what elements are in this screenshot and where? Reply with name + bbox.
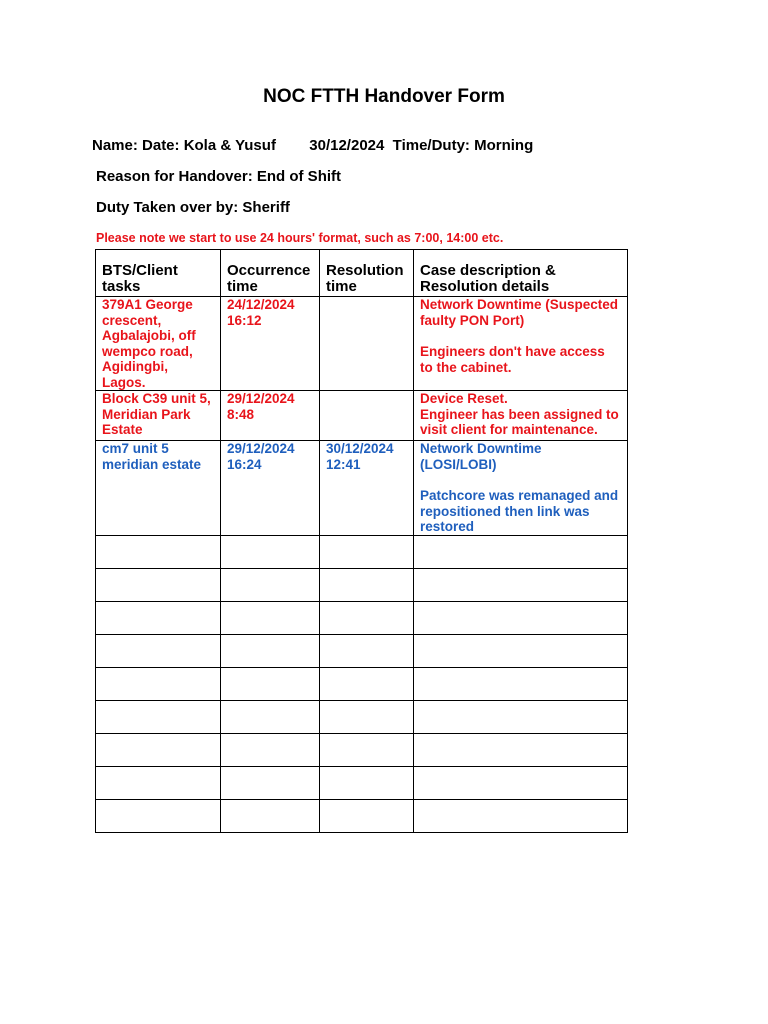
header-occurrence-time: Occurrence time xyxy=(221,250,320,297)
header-case-description: Case description & Resolution details xyxy=(414,250,628,297)
duty-taken-over-line: Duty Taken over by: Sheriff xyxy=(96,199,290,216)
case-description: Device Reset. xyxy=(420,391,508,406)
name-date-duty-line: Name: Date: Kola & Yusuf 30/12/2024 Time/Duty: Morning xyxy=(92,137,534,154)
empty-table-row xyxy=(96,766,628,799)
empty-table-row xyxy=(96,568,628,601)
empty-table-row xyxy=(96,799,628,832)
header-resolution-time: Resolution time xyxy=(320,250,414,297)
occurrence-cell: 29/12/2024 8:48 xyxy=(221,391,320,441)
header-client-tasks: BTS/Client tasks xyxy=(96,250,221,297)
handover-reason-line: Reason for Handover: End of Shift xyxy=(96,168,342,185)
client-cell: Block C39 unit 5, Meridian Park Estate xyxy=(96,391,221,441)
resolution-cell xyxy=(320,297,414,391)
occurrence-cell: 24/12/2024 16:12 xyxy=(221,297,320,391)
empty-table-row xyxy=(96,601,628,634)
table-row xyxy=(96,297,628,391)
empty-table-row xyxy=(96,535,628,568)
description-cell xyxy=(414,441,628,536)
empty-table-row xyxy=(96,634,628,667)
form-title: NOC FTTH Handover Form xyxy=(263,86,505,107)
empty-table-row xyxy=(96,700,628,733)
description-cell xyxy=(414,391,628,441)
table-row xyxy=(96,391,628,441)
resolution-cell xyxy=(320,391,414,441)
table-header-row xyxy=(96,250,628,297)
description-cell xyxy=(414,297,628,391)
client-cell: cm7 unit 5 meridian estate xyxy=(96,441,221,536)
occurrence-cell: 29/12/2024 16:24 xyxy=(221,441,320,536)
case-description: Network Downtime (LOSI/LOBI) xyxy=(420,441,542,472)
client-cell: 379A1 George crescent, Agbalajobi, off wempco road, Agidingbi, Lagos. xyxy=(96,297,221,391)
resolution-details: Patchcore was remanaged and repositioned then link was restored xyxy=(420,488,619,534)
resolution-details: Engineers don't have access to the cabinet. xyxy=(420,344,605,375)
resolution-cell: 30/12/2024 12:41 xyxy=(320,441,414,536)
time-format-note: Please note we start to use 24 hours' format, such as 7:00, 14:00 etc. xyxy=(96,231,504,245)
table-row xyxy=(96,441,628,536)
handover-table xyxy=(95,249,628,833)
resolution-details: Engineer has been assigned to visit client for maintenance. xyxy=(420,406,619,437)
empty-table-row xyxy=(96,733,628,766)
empty-table-row xyxy=(96,667,628,700)
case-description: Network Downtime (Suspected faulty PON Port) xyxy=(420,297,619,328)
